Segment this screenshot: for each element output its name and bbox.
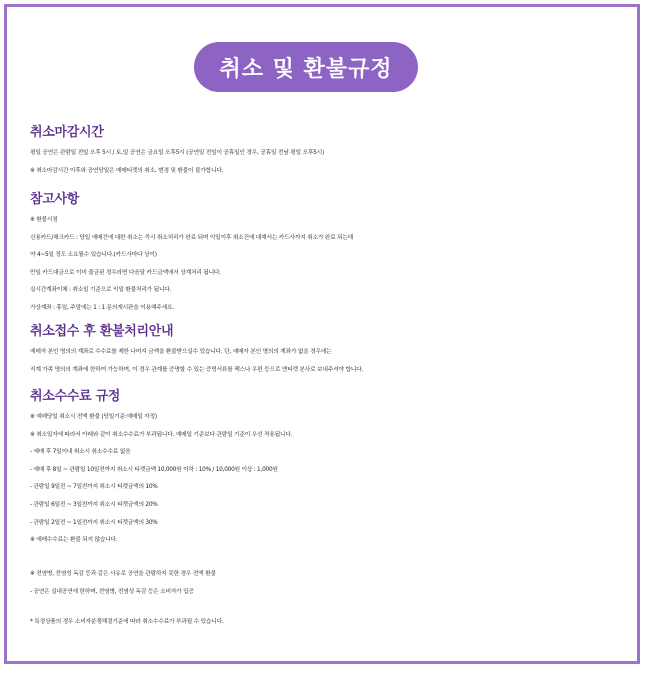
- text-line: ※ 전염병, 전염성 독감 등과 같은 사유로 공연을 관람하지 못한 경우 전액 환불: [30, 571, 216, 577]
- text-line: - 예매 후 7일이내 취소시 취소수수료 없음: [30, 449, 131, 456]
- section-cancel-deadline: [30, 121, 630, 180]
- section-heading: 취소수수료 규정: [30, 389, 121, 404]
- text-line: - 관람일 2일전 ~ 1일전까지 취소시 티켓금액의 30%: [30, 519, 158, 526]
- text-line: 약 4~5일 정도 소요될수 있습니다.(카드사마다 상이): [30, 252, 157, 259]
- text-line: - 공연은 실내공연에 한하며, 전염병, 전염성 독감 등은 소비자가 입증: [30, 588, 194, 595]
- section-notes: [30, 188, 630, 318]
- footnote-section: [30, 614, 630, 632]
- text-line: 직계 가족 명의의 계좌에 한하여 가능하며, 이 경우 관계를 증명할 수 있는 증빙서류를 팩스나 우편 등으로 엔티켓 본사로 보내주셔야 합니다.: [30, 366, 364, 373]
- section-special-notes: [30, 566, 630, 601]
- text-line: ※ 예매수수료는 환불 되지 않습니다.: [30, 537, 118, 544]
- text-line: - 관람일 9일전 ~ 7일전까지 취소시 티켓금액의 10%: [30, 484, 158, 491]
- section-heading: 취소접수 후 환불처리안내: [30, 324, 174, 339]
- page-title: 취소 및 환불규정: [194, 42, 418, 92]
- text-line: 신용카드/체크카드 : 당일 예매건에 대한 취소는 즉시 취소처리가 완료 되며 익일이후 취소건에 대해서는 카드사까지 취소가 완료 되는데: [30, 234, 354, 241]
- text-line: ※ 예매당일 취소시 전액 환불 (당일기준:예매일 자정): [30, 414, 157, 420]
- text-line: - 예매 후 8일 ~ 관람일 10일전까지 취소시 티켓금액 10,000원 이하 : 10% / 10,000원 이상 : 1,000원: [30, 466, 278, 473]
- text-line: ※ 취소일자에 따라서 아래와 같이 취소수수료가 부과됩니다. 예매일 기준보다 관람일 기준이 우선 적용됩니다.: [30, 431, 293, 438]
- text-line: - 관람일 6일전 ~ 3일전까지 취소시 티켓금액의 20%: [30, 501, 158, 508]
- section-cancel-fee: [30, 385, 630, 550]
- text-line: ※ 취소마감시간 이후와 공연당일은 예매티켓의 취소, 변경 및 환불이 불가합니다.: [30, 167, 224, 174]
- text-line: ※ 환불시점: [30, 217, 58, 223]
- text-line: 가상계좌 : 휴일, 주말에는 1 : 1 문의게시판을 이용해주세요.: [30, 304, 174, 311]
- text-line: 평일 공연은 관람일 전일 오후 5시 / 토,일 공연은 금요일 오후5시 (공연일 전일이 공휴일인 경우, 공휴일 전날 평일 오후5시): [30, 150, 324, 156]
- section-heading: 참고사항: [30, 192, 80, 207]
- section-refund-process: [30, 320, 630, 379]
- text-line: 실시간계좌이체 : 취소일 기준으로 익일 환불처리가 됩니다.: [30, 287, 172, 294]
- text-line: 만일 카드대금으로 이미 출금된 경우라면 다음달 카드금액에서 상계처리 됩니다.: [30, 269, 221, 276]
- section-heading: 취소마감시간: [30, 125, 104, 140]
- footnote: * 특정상품의 경우 소비자분쟁해결기준에 따라 취소수수료가 부과될 수 있습니다.: [30, 619, 224, 625]
- text-line: 예매자 본인 명의의 계좌로 수수료를 제한 나머지 금액을 환불받으실수 있습니다. 단, 예매자 본인 명의의 계좌가 없을 경우에는: [30, 349, 332, 355]
